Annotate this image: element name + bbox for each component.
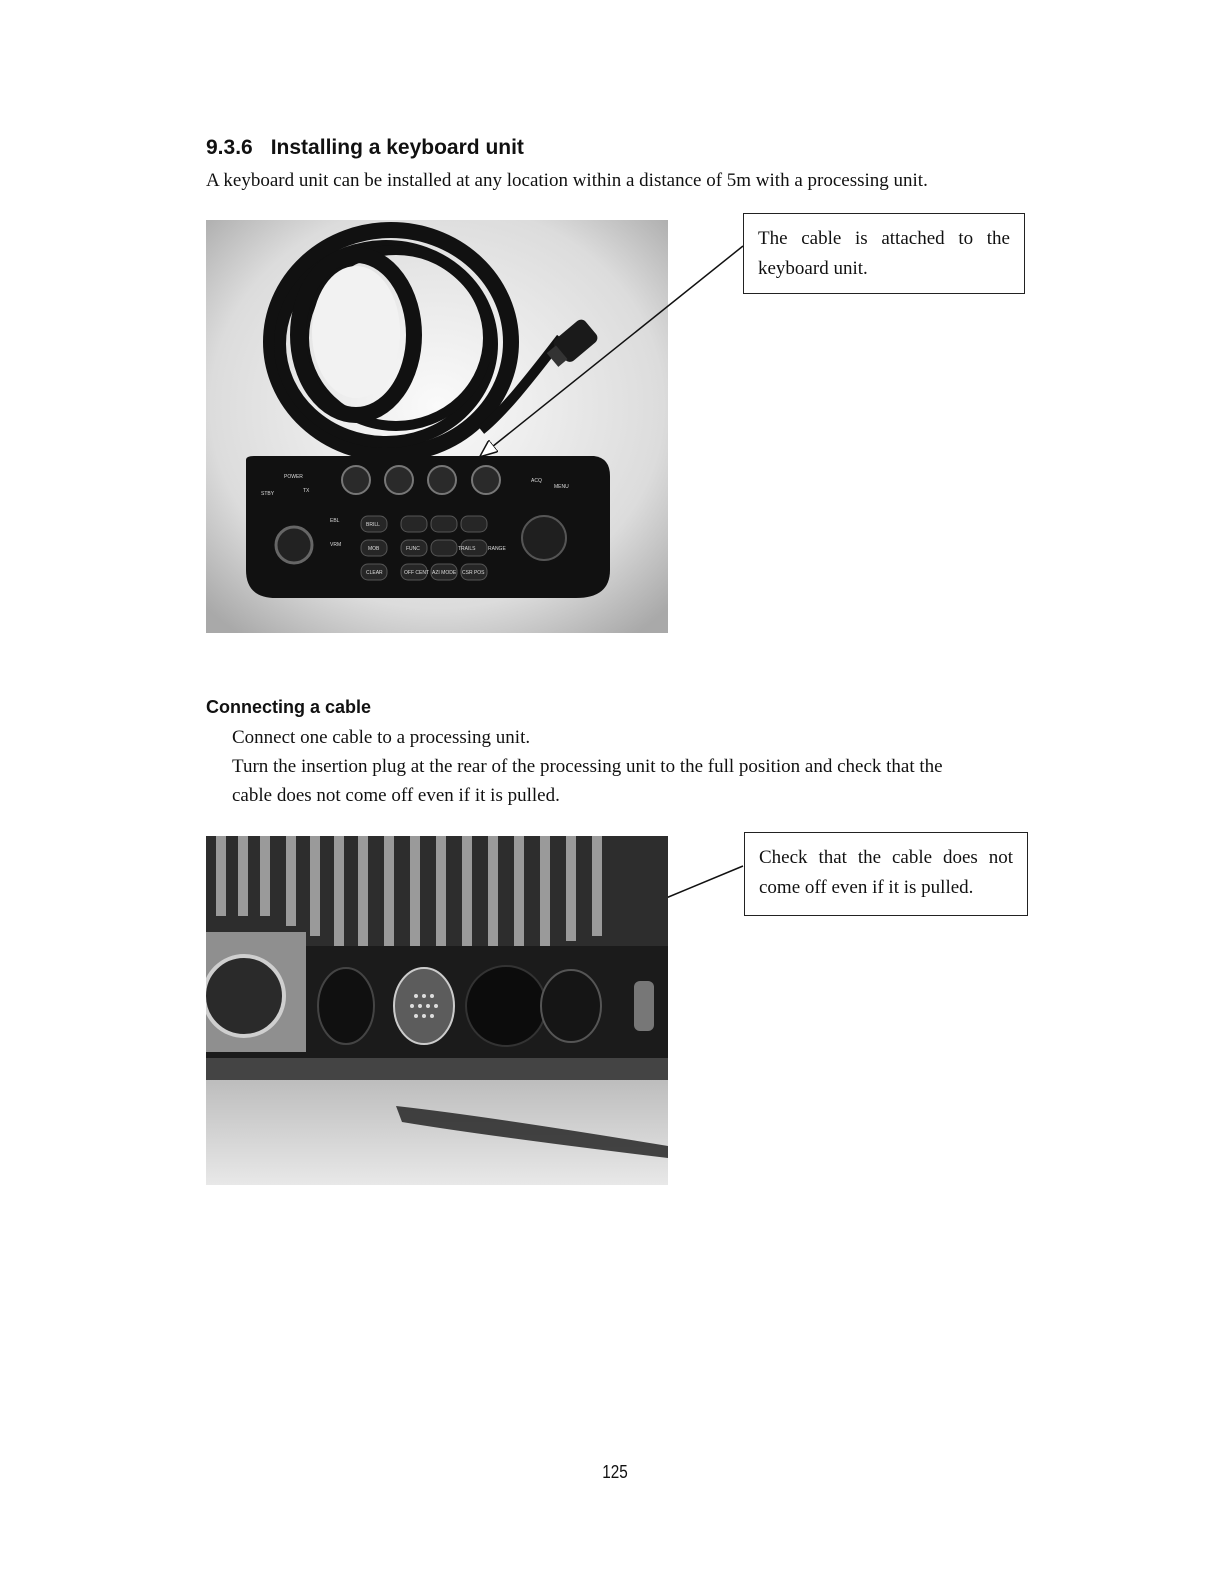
- label-stby: STBY: [261, 491, 275, 497]
- leader-to-plug: [666, 866, 743, 898]
- connecting-line-2: Turn the insertion plug at the rear of the processing unit to the full position and check that the: [232, 756, 943, 777]
- label-mob: MOB: [368, 546, 380, 552]
- label-ebl: EBL: [330, 518, 340, 524]
- section-number: 9.3.6: [206, 136, 253, 159]
- label-csr-pos: CSR POS: [462, 570, 485, 576]
- heatsink-fins: [206, 836, 668, 946]
- section-title: Installing a keyboard unit: [270, 136, 524, 159]
- label-menu: MENU: [554, 484, 569, 490]
- label-vrm: VRM: [330, 542, 342, 548]
- label-azi-mode: AZI MODE: [432, 570, 457, 576]
- label-off-cent: OFF CENT: [404, 570, 429, 576]
- label-acq: ACQ: [531, 478, 542, 484]
- connecting-line-3: cable does not come off even if it is pulled.: [232, 785, 560, 806]
- rear-knob: [206, 956, 284, 1036]
- label-tx: TX: [303, 488, 310, 494]
- processing-unit-rear-photo: [206, 836, 668, 1185]
- label-power: POWER: [284, 474, 303, 480]
- label-brill: BRILL: [366, 522, 380, 528]
- arrow-to-keyboard: [482, 246, 743, 455]
- page-number: 125: [602, 1462, 628, 1482]
- section-intro: A keyboard unit can be installed at any location within a distance of 5m with a processing unit.: [206, 170, 928, 191]
- connecting-heading: Connecting a cable: [206, 697, 372, 717]
- callout-cable-attached: The cable is attached to the keyboard unit.: [743, 213, 1025, 294]
- connecting-line-1: Connect one cable to a processing unit.: [232, 727, 531, 748]
- label-range: RANGE: [488, 546, 506, 552]
- callout-check-cable: Check that the cable does not come off even if it is pulled.: [744, 832, 1028, 916]
- label-func: FUNC: [406, 546, 420, 552]
- label-clear: CLEAR: [366, 570, 383, 576]
- label-trails: TRAILS: [458, 546, 476, 552]
- processing-unit-illustration: [206, 836, 668, 1185]
